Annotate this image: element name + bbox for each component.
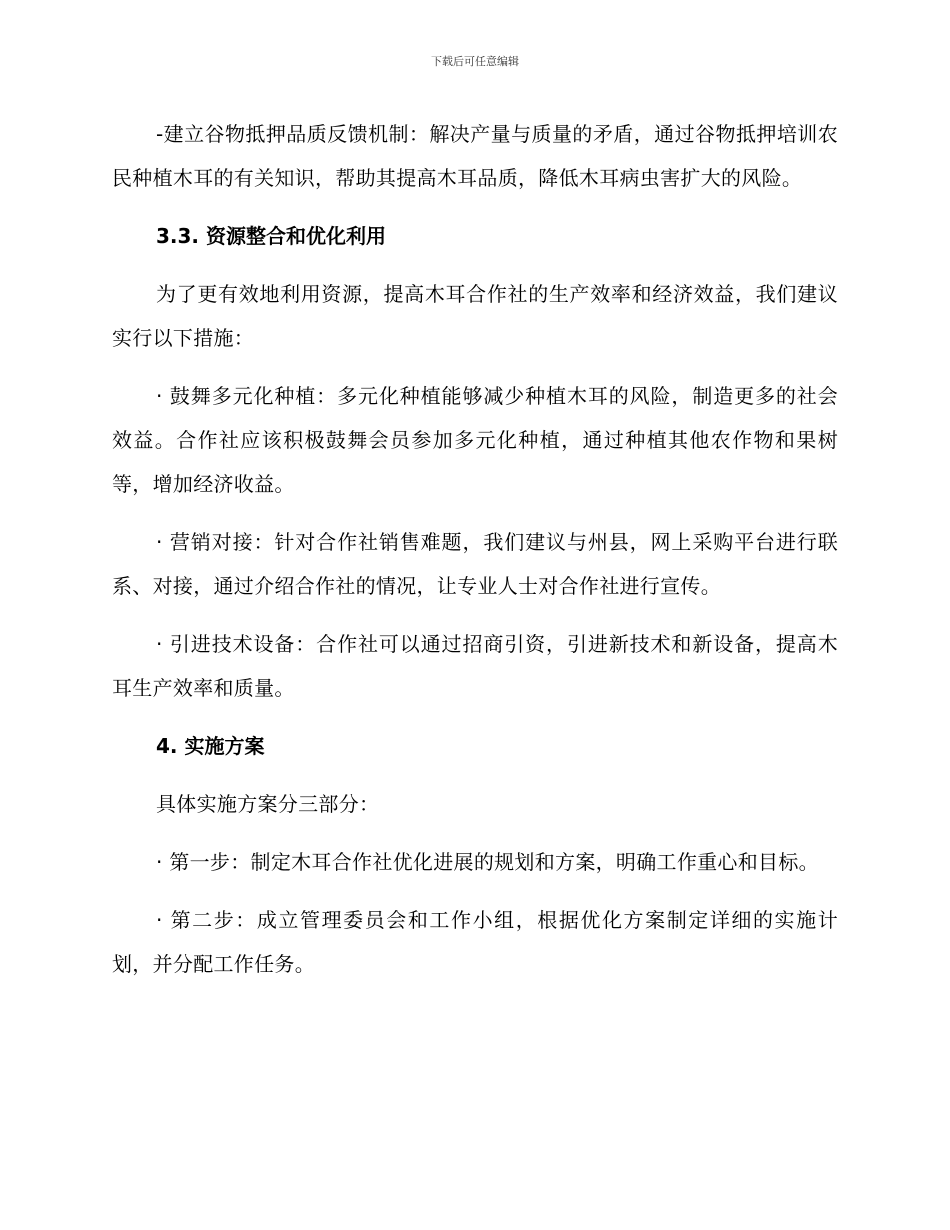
bullet-diversified-planting: · 鼓舞多元化种植：多元化种植能够减少种植木耳的风险，制造更多的社会效益。合作社应该积极鼓舞会员参加多元化种植，通过种植其他农作物和果树等，增加经济收益。 (112, 384, 838, 496)
bullet-technology-equipment: · 引进技术设备：合作社可以通过招商引资，引进新技术和新设备，提高木耳生产效率和质量。 (112, 632, 838, 700)
paragraph-grain-mortgage-feedback: -建立谷物抵押品质反馈机制：解决产量与质量的矛盾，通过谷物抵押培训农民种植木耳的有关知识，帮助其提高木耳品质，降低木耳病虫害扩大的风险。 (112, 122, 838, 190)
document-body (112, 112, 838, 1000)
bullet-step-one: · 第一步：制定木耳合作社优化进展的规划和方案，明确工作重心和目标。 (156, 850, 819, 874)
bullet-marketing-docking: · 营销对接：针对合作社销售难题，我们建议与州县，网上采购平台进行联系、对接，通过介绍合作社的情况，让专业人士对合作社进行宣传。 (112, 530, 838, 598)
bullet-step-two: · 第二步：成立管理委员会和工作小组，根据优化方案制定详细的实施计划，并分配工作任务。 (112, 908, 838, 976)
page-header-note: 下载后可任意编辑 (431, 55, 519, 68)
section-heading-3-3: 3.3. 资源整合和优化利用 (156, 224, 386, 248)
paragraph-resource-intro: 为了更有效地利用资源，提高木耳合作社的生产效率和经济效益，我们建议实行以下措施： (112, 282, 838, 350)
paragraph-implementation-intro: 具体实施方案分三部分： (156, 792, 380, 816)
section-heading-4: 4. 实施方案 (156, 734, 265, 758)
